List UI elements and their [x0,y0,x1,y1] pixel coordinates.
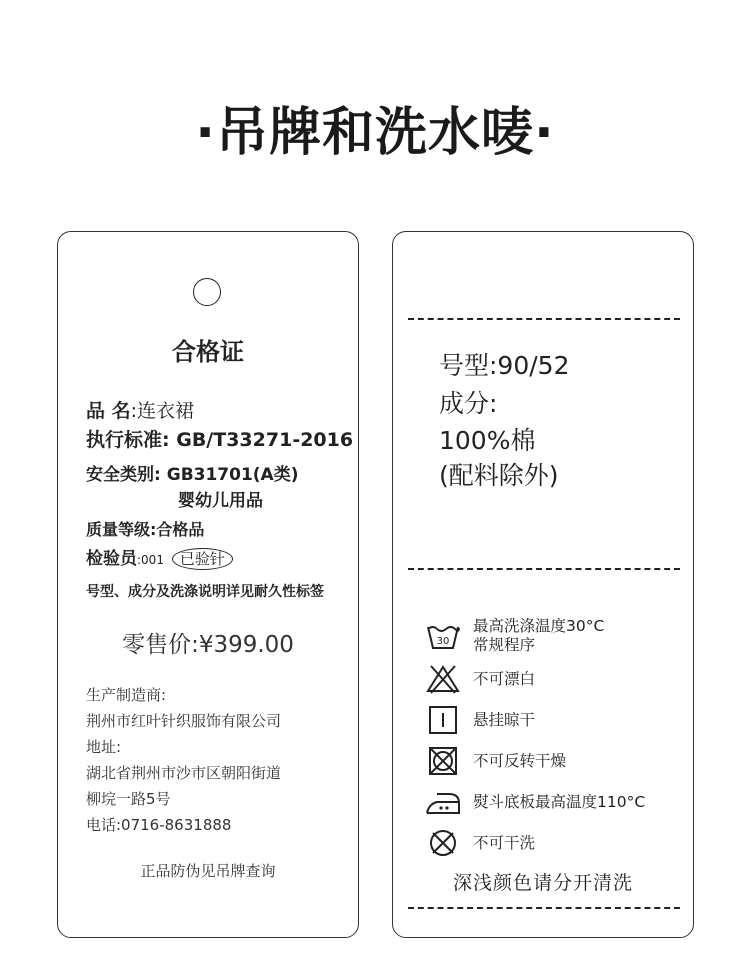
retail-price [58,626,358,659]
anti-counterfeit-note: 正品防伪见吊牌查询 [140,862,276,880]
care-instruction-wash [425,617,604,655]
standard-label: 执行标准: [86,429,170,451]
grade-row [86,517,204,540]
line-dry-icon [425,705,461,735]
hang-tag [57,231,359,938]
phone-number: 电话:0716-8631888 [86,816,232,834]
care-instruction-bleach [425,664,535,694]
no-dry-clean-icon [425,828,461,858]
composition-note: (配料除外) [439,461,559,490]
composition-label: 成分: [439,389,498,418]
care-iron-text: 熨斗底板最高温度110°C [473,792,646,811]
no-tumble-dry-icon [425,746,461,776]
care-instruction-tumble [425,746,566,776]
grade-value: 合格品 [156,520,205,539]
inspected-stamp: 已验针 [172,548,233,570]
price-value: ¥399.00 [198,632,294,658]
certificate-title: 合格证 [172,338,244,366]
standard-row [86,425,353,452]
care-wash-line1: 最高洗涤温度30°C [473,617,605,635]
care-dry-text: 悬挂晾干 [473,710,536,729]
separate-colors-note: 深浅颜色请分开清洗 [452,872,633,894]
wash-temp-text: 30 [436,636,450,647]
tag-hole [193,278,221,306]
safety-row [86,460,298,485]
product-name-row [86,396,194,423]
dashed-divider [408,907,680,909]
safety-label: 安全类别: [86,465,161,485]
care-wash-line2: 常规程序 [473,636,536,654]
durable-label-note: 号型、成分及洗涤说明详见耐久性标签 [86,584,324,600]
product-name-value: :连衣裙 [130,400,195,422]
care-dryclean-text: 不可干洗 [473,833,536,852]
iron-icon [425,787,461,817]
safety-value-line2: 婴幼儿用品 [178,491,263,511]
address-line-1: 湖北省荆州市沙市区朝阳街道 [86,764,282,782]
address-line-2: 柳垸一路5号 [86,790,171,808]
care-instruction-dryclean [425,828,535,858]
price-label: 零售价: [122,632,199,658]
care-instruction-iron [425,787,645,817]
no-bleach-icon [425,664,461,694]
dashed-divider [408,568,680,570]
care-bleach-text: 不可漂白 [473,669,536,688]
wash-care-label [392,231,694,938]
inspector-label: 检验员 [86,549,137,569]
wash-30-icon [425,621,461,651]
manufacturer-label: 生产制造商: [86,686,167,704]
composition-value: 100%棉 [439,426,536,455]
page-title: ·吊牌和洗水唛· [195,103,555,163]
care-instruction-dry [425,705,535,735]
inspector-row [86,544,233,570]
safety-value: GB31701(A类) [166,465,299,485]
grade-label: 质量等级: [86,520,157,539]
care-tumble-text: 不可反转干燥 [473,751,567,770]
size-spec: 号型:90/52 [439,351,570,380]
address-label: 地址: [86,738,122,756]
standard-value: GB/T33271-2016 [176,429,354,451]
manufacturer-name: 荆州市红叶针织服饰有限公司 [86,712,282,730]
inspector-code: :001 [137,553,164,567]
product-name-label: 品 名 [86,400,131,422]
dashed-divider [408,318,680,320]
